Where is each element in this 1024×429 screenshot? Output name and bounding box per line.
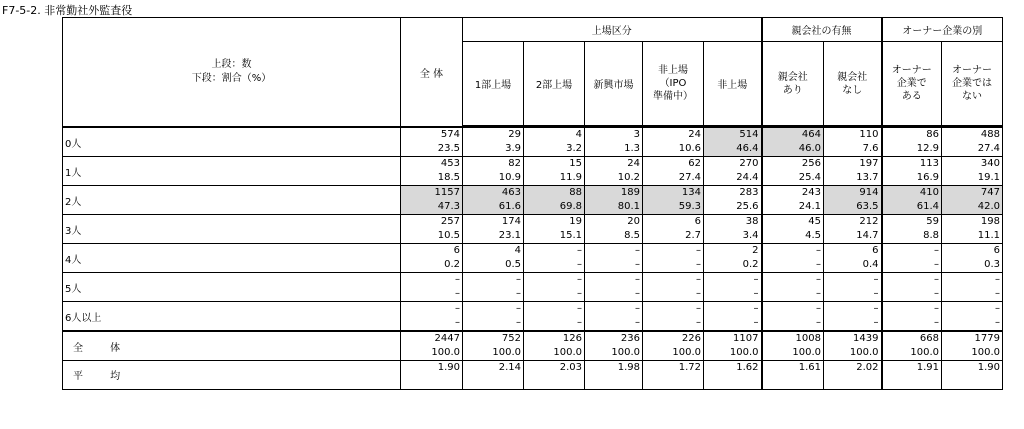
col-header-emerging: 新興市場 bbox=[585, 42, 643, 126]
table-row-counts bbox=[63, 273, 1003, 288]
percent-cell bbox=[942, 375, 1003, 389]
count-cell: 1107 bbox=[704, 331, 762, 346]
count-cell: 1.72 bbox=[643, 361, 704, 376]
count-cell: – bbox=[762, 302, 824, 317]
col-header-second-section: 2部上場 bbox=[524, 42, 585, 126]
percent-cell: 25.6 bbox=[704, 200, 762, 215]
c6-line1: 親会社 bbox=[777, 71, 808, 83]
count-cell: 226 bbox=[643, 331, 704, 346]
count-cell: 212 bbox=[824, 215, 882, 230]
count-cell: – bbox=[585, 273, 643, 288]
table-row-counts bbox=[63, 331, 1003, 346]
row-label: 1人 bbox=[63, 157, 401, 186]
count-cell: 4 bbox=[524, 127, 585, 142]
percent-cell: 100.0 bbox=[824, 346, 882, 361]
col-header-parent-yes bbox=[762, 42, 824, 126]
count-cell: 1779 bbox=[942, 331, 1003, 346]
percent-cell: – bbox=[463, 287, 524, 302]
count-cell: – bbox=[643, 273, 704, 288]
stub-line2: 下段：割合（%） bbox=[191, 73, 272, 84]
count-cell: 668 bbox=[882, 331, 942, 346]
percent-cell bbox=[585, 375, 643, 389]
count-cell: 3 bbox=[585, 127, 643, 142]
count-cell: 1.91 bbox=[882, 361, 942, 376]
percent-cell: 0.4 bbox=[824, 258, 882, 273]
group-header-listing: 上場区分 bbox=[463, 18, 762, 42]
c7-line2: なし bbox=[842, 84, 863, 96]
percent-cell: 100.0 bbox=[762, 346, 824, 361]
row-label: 2人 bbox=[63, 186, 401, 215]
count-cell: 2447 bbox=[401, 331, 463, 346]
table-row-counts bbox=[63, 361, 1003, 376]
percent-cell bbox=[401, 375, 463, 389]
row-label: 5人 bbox=[63, 273, 401, 302]
percent-cell: – bbox=[882, 316, 942, 331]
percent-cell: 46.0 bbox=[762, 142, 824, 157]
percent-cell: 12.9 bbox=[882, 142, 942, 157]
percent-cell: 100.0 bbox=[882, 346, 942, 361]
figure-title: F7-5-2. 非常勤社外監査役 bbox=[2, 4, 133, 17]
percent-cell: – bbox=[882, 258, 942, 273]
count-cell: 20 bbox=[585, 215, 643, 230]
percent-cell: 8.5 bbox=[585, 229, 643, 244]
percent-cell: 23.1 bbox=[463, 229, 524, 244]
percent-cell bbox=[824, 375, 882, 389]
count-cell: 38 bbox=[704, 215, 762, 230]
percent-cell: – bbox=[824, 316, 882, 331]
percent-cell: 1.3 bbox=[585, 142, 643, 157]
table-row-counts bbox=[63, 127, 1003, 142]
c8-line1: オーナー bbox=[891, 65, 932, 76]
c4-line2: （IPO bbox=[659, 78, 687, 89]
table-row-counts bbox=[63, 215, 1003, 230]
count-cell: 2.02 bbox=[824, 361, 882, 376]
row-label: 平 均 bbox=[63, 361, 401, 390]
col-header-parent-no bbox=[824, 42, 882, 126]
count-cell: 283 bbox=[704, 186, 762, 201]
percent-cell: 100.0 bbox=[942, 346, 1003, 361]
count-cell: – bbox=[882, 244, 942, 259]
percent-cell: 0.5 bbox=[463, 258, 524, 273]
count-cell: 747 bbox=[942, 186, 1003, 201]
count-cell: 113 bbox=[882, 157, 942, 172]
percent-cell: 27.4 bbox=[643, 171, 704, 186]
percent-cell: 0.2 bbox=[401, 258, 463, 273]
table-row-counts bbox=[63, 302, 1003, 317]
count-cell: 914 bbox=[824, 186, 882, 201]
count-cell: – bbox=[585, 302, 643, 317]
percent-cell: 3.2 bbox=[524, 142, 585, 157]
percent-cell: – bbox=[401, 287, 463, 302]
percent-cell: – bbox=[824, 287, 882, 302]
row-label: 3人 bbox=[63, 215, 401, 244]
count-cell: – bbox=[463, 273, 524, 288]
count-cell: 453 bbox=[401, 157, 463, 172]
count-cell: 488 bbox=[942, 127, 1003, 142]
c9-line3: ない bbox=[962, 91, 982, 102]
col-header-first-section: 1部上場 bbox=[463, 42, 524, 126]
percent-cell: 14.7 bbox=[824, 229, 882, 244]
percent-cell: – bbox=[401, 316, 463, 331]
count-cell: 1008 bbox=[762, 331, 824, 346]
percent-cell: 10.9 bbox=[463, 171, 524, 186]
count-cell: – bbox=[643, 244, 704, 259]
percent-cell: 15.1 bbox=[524, 229, 585, 244]
count-cell: 1.98 bbox=[585, 361, 643, 376]
percent-cell: – bbox=[704, 287, 762, 302]
percent-cell: – bbox=[643, 316, 704, 331]
percent-cell: 23.5 bbox=[401, 142, 463, 157]
count-cell: 574 bbox=[401, 127, 463, 142]
count-cell: – bbox=[824, 273, 882, 288]
count-cell: – bbox=[704, 302, 762, 317]
group-header-owner: オーナー企業の別 bbox=[882, 18, 1003, 42]
percent-cell: 8.8 bbox=[882, 229, 942, 244]
count-cell: – bbox=[762, 244, 824, 259]
count-cell: 236 bbox=[585, 331, 643, 346]
percent-cell: 7.6 bbox=[824, 142, 882, 157]
percent-cell: 80.1 bbox=[585, 200, 643, 215]
count-cell: 29 bbox=[463, 127, 524, 142]
count-cell: – bbox=[942, 273, 1003, 288]
count-cell: 256 bbox=[762, 157, 824, 172]
percent-cell: 27.4 bbox=[942, 142, 1003, 157]
count-cell: 174 bbox=[463, 215, 524, 230]
percent-cell: 4.5 bbox=[762, 229, 824, 244]
count-cell: 189 bbox=[585, 186, 643, 201]
count-cell: – bbox=[401, 273, 463, 288]
c6-line2: あり bbox=[782, 84, 803, 96]
count-cell: 110 bbox=[824, 127, 882, 142]
count-cell: 15 bbox=[524, 157, 585, 172]
c9-line1: オーナー bbox=[952, 65, 992, 76]
percent-cell bbox=[882, 375, 942, 389]
stub-header bbox=[63, 18, 401, 128]
count-cell: 45 bbox=[762, 215, 824, 230]
percent-cell: 69.8 bbox=[524, 200, 585, 215]
c9-line2: 企業では bbox=[952, 78, 992, 89]
c7-line1: 親会社 bbox=[837, 71, 868, 83]
count-cell: 752 bbox=[463, 331, 524, 346]
percent-cell bbox=[463, 375, 524, 389]
count-cell: 1.62 bbox=[704, 361, 762, 376]
count-cell: – bbox=[524, 244, 585, 259]
count-cell: 270 bbox=[704, 157, 762, 172]
table-row-counts bbox=[63, 157, 1003, 172]
percent-cell bbox=[762, 375, 824, 389]
col-header-owner-no bbox=[942, 42, 1003, 126]
percent-cell: 100.0 bbox=[704, 346, 762, 361]
col-header-unlisted: 非上場 bbox=[704, 42, 762, 126]
percent-cell: 63.5 bbox=[824, 200, 882, 215]
percent-cell: 24.1 bbox=[762, 200, 824, 215]
group-header-parent: 親会社の有無 bbox=[762, 18, 882, 42]
percent-cell: 2.7 bbox=[643, 229, 704, 244]
count-cell: 4 bbox=[463, 244, 524, 259]
percent-cell bbox=[643, 375, 704, 389]
percent-cell: 24.4 bbox=[704, 171, 762, 186]
percent-cell: 59.3 bbox=[643, 200, 704, 215]
percent-cell: 11.1 bbox=[942, 229, 1003, 244]
col-header-owner-yes bbox=[882, 42, 942, 126]
table-row-counts bbox=[63, 186, 1003, 201]
count-cell: – bbox=[524, 273, 585, 288]
count-cell: – bbox=[762, 273, 824, 288]
percent-cell: 11.9 bbox=[524, 171, 585, 186]
percent-cell: 100.0 bbox=[585, 346, 643, 361]
percent-cell bbox=[704, 375, 762, 389]
count-cell: – bbox=[585, 244, 643, 259]
percent-cell: 18.5 bbox=[401, 171, 463, 186]
count-cell: 2.14 bbox=[463, 361, 524, 376]
percent-cell: 100.0 bbox=[524, 346, 585, 361]
percent-cell: – bbox=[704, 316, 762, 331]
percent-cell: 47.3 bbox=[401, 200, 463, 215]
c4-line1: 非上場 bbox=[658, 65, 688, 76]
count-cell: 463 bbox=[463, 186, 524, 201]
percent-cell: – bbox=[585, 287, 643, 302]
count-cell: – bbox=[401, 302, 463, 317]
count-cell: 86 bbox=[882, 127, 942, 142]
count-cell: 59 bbox=[882, 215, 942, 230]
count-cell: 126 bbox=[524, 331, 585, 346]
count-cell: 514 bbox=[704, 127, 762, 142]
count-cell: 410 bbox=[882, 186, 942, 201]
count-cell: – bbox=[882, 273, 942, 288]
percent-cell: 100.0 bbox=[643, 346, 704, 361]
percent-cell: 0.2 bbox=[704, 258, 762, 273]
stub-line1: 上段：数 bbox=[211, 59, 252, 70]
percent-cell: 3.9 bbox=[463, 142, 524, 157]
percent-cell: 61.6 bbox=[463, 200, 524, 215]
percent-cell: – bbox=[942, 287, 1003, 302]
percent-cell: 10.2 bbox=[585, 171, 643, 186]
count-cell: 1439 bbox=[824, 331, 882, 346]
count-cell: 6 bbox=[643, 215, 704, 230]
c4-line3: 準備中） bbox=[653, 91, 693, 102]
count-cell: 6 bbox=[824, 244, 882, 259]
percent-cell: 100.0 bbox=[463, 346, 524, 361]
percent-cell: 61.4 bbox=[882, 200, 942, 215]
row-label: 4人 bbox=[63, 244, 401, 273]
count-cell: – bbox=[643, 302, 704, 317]
count-cell: 62 bbox=[643, 157, 704, 172]
col-header-all: 全 体 bbox=[401, 18, 463, 128]
percent-cell: – bbox=[524, 287, 585, 302]
percent-cell: 100.0 bbox=[401, 346, 463, 361]
row-label: 6人以上 bbox=[63, 302, 401, 332]
percent-cell: – bbox=[762, 287, 824, 302]
c8-line2: 企業で bbox=[896, 78, 927, 89]
count-cell: 340 bbox=[942, 157, 1003, 172]
percent-cell: 3.4 bbox=[704, 229, 762, 244]
percent-cell: – bbox=[643, 258, 704, 273]
percent-cell: 25.4 bbox=[762, 171, 824, 186]
count-cell: 134 bbox=[643, 186, 704, 201]
percent-cell: – bbox=[882, 287, 942, 302]
count-cell: 24 bbox=[643, 127, 704, 142]
percent-cell: – bbox=[524, 316, 585, 331]
count-cell: – bbox=[882, 302, 942, 317]
count-cell: 198 bbox=[942, 215, 1003, 230]
percent-cell: – bbox=[524, 258, 585, 273]
count-cell: 6 bbox=[401, 244, 463, 259]
table-row-counts bbox=[63, 244, 1003, 259]
percent-cell: – bbox=[762, 258, 824, 273]
percent-cell: 10.6 bbox=[643, 142, 704, 157]
percent-cell: 10.5 bbox=[401, 229, 463, 244]
count-cell: – bbox=[824, 302, 882, 317]
percent-cell: 19.1 bbox=[942, 171, 1003, 186]
count-cell: 243 bbox=[762, 186, 824, 201]
percent-cell: 46.4 bbox=[704, 142, 762, 157]
count-cell: 82 bbox=[463, 157, 524, 172]
percent-cell: – bbox=[585, 258, 643, 273]
count-cell: 464 bbox=[762, 127, 824, 142]
count-cell: 19 bbox=[524, 215, 585, 230]
count-cell: 2.03 bbox=[524, 361, 585, 376]
count-cell: 2 bbox=[704, 244, 762, 259]
col-header-unlisted-ipo bbox=[643, 42, 704, 126]
count-cell: 197 bbox=[824, 157, 882, 172]
row-label: 全 体 bbox=[63, 331, 401, 361]
percent-cell bbox=[524, 375, 585, 389]
count-cell: 1157 bbox=[401, 186, 463, 201]
percent-cell: 16.9 bbox=[882, 171, 942, 186]
count-cell: 1.90 bbox=[401, 361, 463, 376]
count-cell: – bbox=[463, 302, 524, 317]
survey-table bbox=[62, 17, 1003, 390]
count-cell: 6 bbox=[942, 244, 1003, 259]
percent-cell: 42.0 bbox=[942, 200, 1003, 215]
count-cell: 1.90 bbox=[942, 361, 1003, 376]
count-cell: 24 bbox=[585, 157, 643, 172]
count-cell: 1.61 bbox=[762, 361, 824, 376]
percent-cell: – bbox=[762, 316, 824, 331]
c8-line3: ある bbox=[901, 91, 922, 102]
percent-cell: – bbox=[463, 316, 524, 331]
percent-cell: – bbox=[585, 316, 643, 331]
percent-cell: 0.3 bbox=[942, 258, 1003, 273]
count-cell: 257 bbox=[401, 215, 463, 230]
row-label: 0人 bbox=[63, 127, 401, 157]
percent-cell: – bbox=[942, 316, 1003, 331]
count-cell: – bbox=[704, 273, 762, 288]
count-cell: – bbox=[524, 302, 585, 317]
count-cell: – bbox=[942, 302, 1003, 317]
percent-cell: 13.7 bbox=[824, 171, 882, 186]
count-cell: 88 bbox=[524, 186, 585, 201]
percent-cell: – bbox=[643, 287, 704, 302]
